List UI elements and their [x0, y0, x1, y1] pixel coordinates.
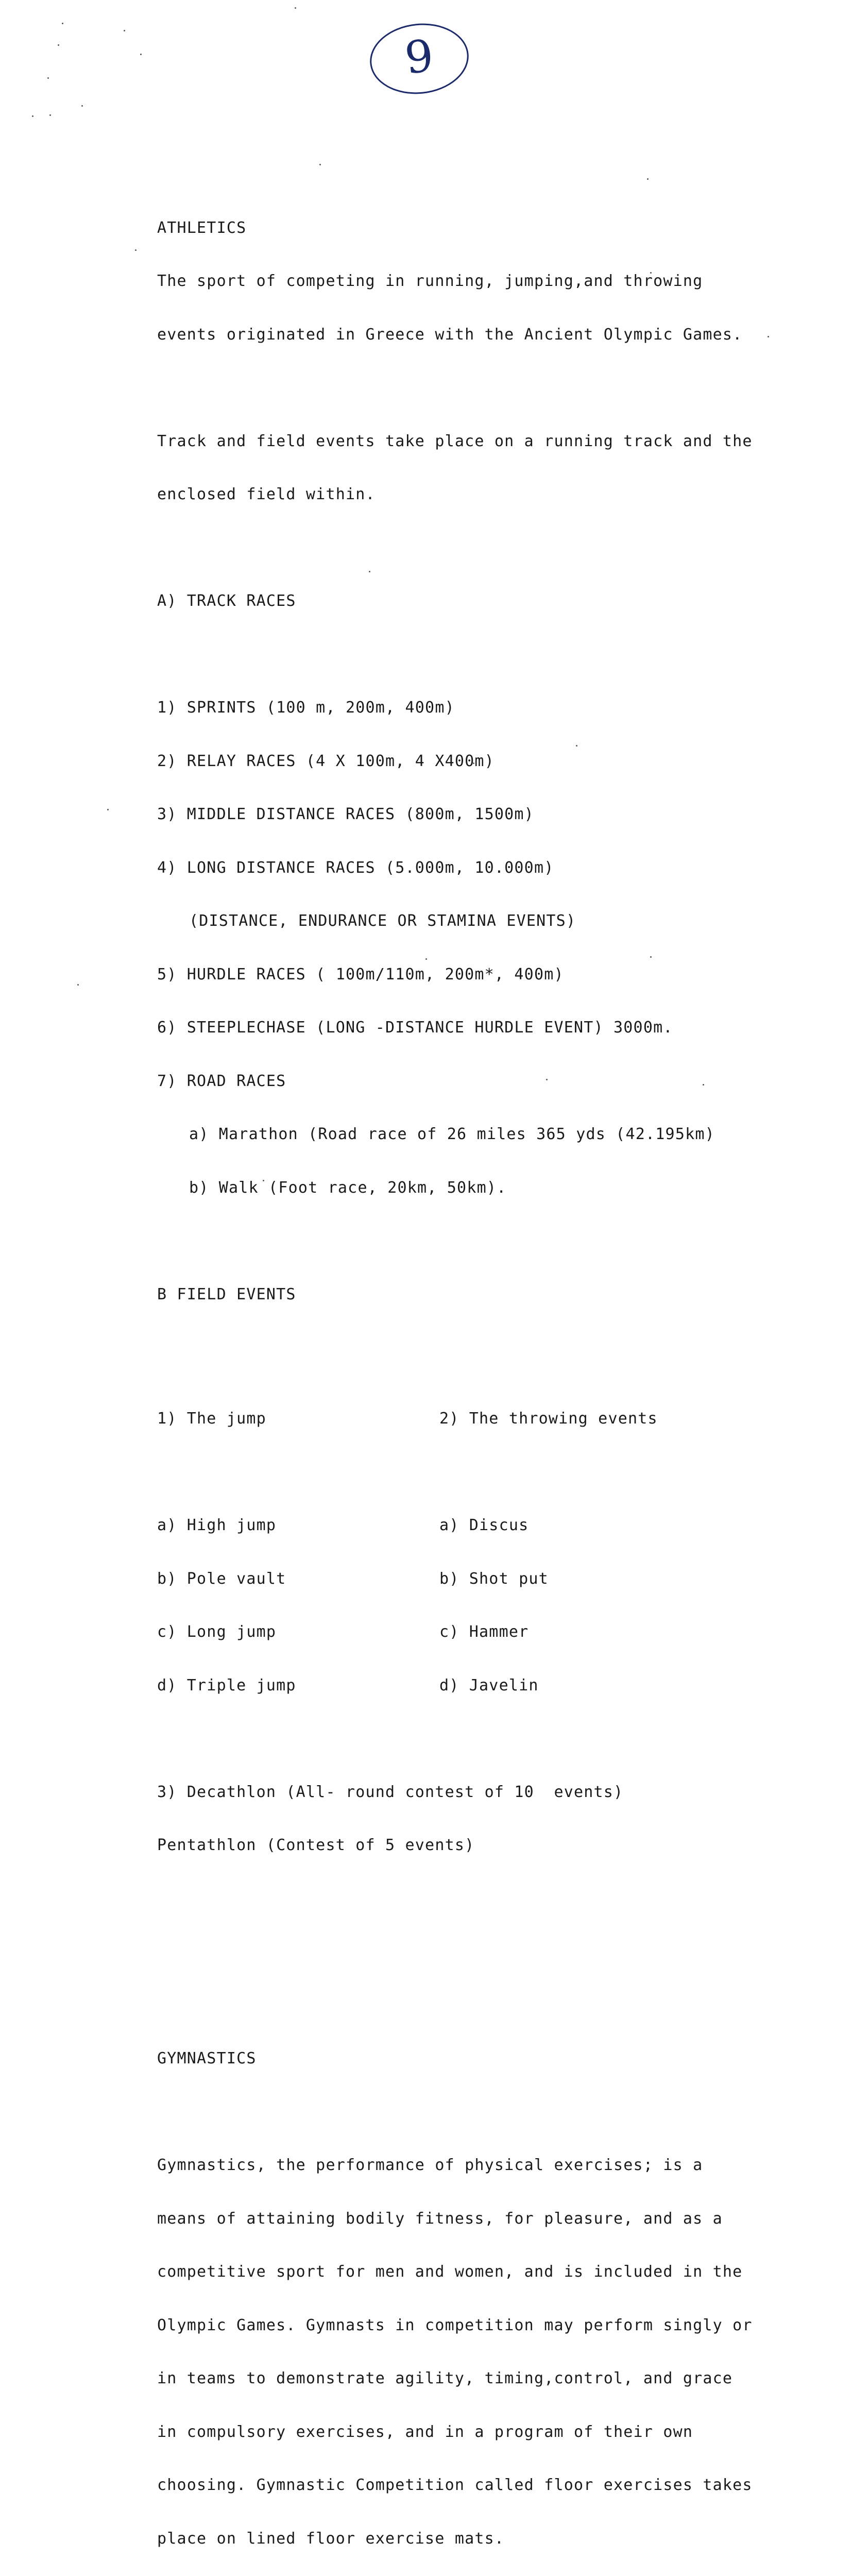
road-race-subitem: b) Walk (Foot race, 20km, 50km).: [189, 1178, 507, 1197]
throw-item: a) Discus: [439, 1516, 529, 1534]
field-columns-header: [157, 1410, 806, 1428]
throw-item: b) Shot put: [439, 1569, 549, 1588]
track-race-subnote: (DISTANCE, ENDURANCE OR STAMINA EVENTS): [189, 912, 576, 930]
gymnastics-paragraph-line: in compulsory exercises, and in a program of their own: [157, 2422, 693, 2441]
document-body: [157, 166, 806, 2576]
scan-speck: [107, 809, 109, 810]
handwritten-page-number: [366, 19, 472, 98]
gymnastics-paragraph-line: choosing. Gymnastic Competition called floor exercises takes: [157, 2476, 753, 2494]
field-row: [157, 1677, 806, 1695]
track-races-heading: A) TRACK RACES: [157, 592, 296, 610]
combined-event-line: Pentathlon (Contest of 5 events): [157, 1836, 475, 1854]
track-race-item: 2) RELAY RACES (4 X 100m, 4 X400m): [157, 752, 495, 770]
jump-item: d) Triple jump: [157, 1676, 296, 1694]
combined-event-line: 3) Decathlon (All- round contest of 10 events): [157, 1783, 624, 1801]
scan-speck: [77, 984, 79, 986]
jump-item: b) Pole vault: [157, 1569, 286, 1588]
athletics-intro-line: events originated in Greece with the Ancient Olympic Games.: [157, 325, 743, 344]
scan-speck: [47, 77, 49, 79]
track-race-item: 5) HURDLE RACES ( 100m/110m, 200m*, 400m): [157, 965, 564, 984]
track-field-line: Track and field events take place on a running track and the: [157, 432, 753, 450]
jump-item: a) High jump: [157, 1516, 277, 1534]
gymnastics-paragraph-line: Olympic Games. Gymnasts in competition may perform singly or: [157, 2316, 753, 2334]
jump-item: c) Long jump: [157, 1623, 277, 1641]
athletics-intro-line: The sport of competing in running, jumping,and throwing: [157, 272, 703, 290]
athletics-heading: ATHLETICS: [157, 218, 247, 237]
throw-heading: 2) The throwing events: [439, 1410, 658, 1428]
scan-speck: [135, 249, 137, 251]
scan-speck: [58, 44, 59, 46]
throw-item: d) Javelin: [439, 1676, 539, 1694]
field-row: [157, 1570, 806, 1588]
scan-speck: [319, 164, 321, 165]
track-race-item: 3) MIDDLE DISTANCE RACES (800m, 1500m): [157, 805, 534, 823]
scan-speck: [140, 54, 142, 55]
throw-item: c) Hammer: [439, 1623, 529, 1641]
gymnastics-paragraph-line: place on lined floor exercise mats.: [157, 2529, 505, 2548]
gymnastics-paragraph-line: in teams to demonstrate agility, timing,control, and grace: [157, 2369, 733, 2387]
field-row: [157, 1623, 806, 1641]
track-race-item: 4) LONG DISTANCE RACES (5.000m, 10.000m): [157, 858, 554, 877]
scan-speck: [81, 105, 83, 107]
scan-speck: [32, 115, 33, 117]
track-race-item: 1) SPRINTS (100 m, 200m, 400m): [157, 699, 455, 717]
gymnastics-paragraph-line: Gymnastics, the performance of physical exercises; is a: [157, 2156, 703, 2174]
scan-speck: [124, 30, 125, 31]
gymnastics-paragraph-line: means of attaining bodily fitness, for pleasure, and as a: [157, 2209, 723, 2228]
track-race-item: 6) STEEPLECHASE (LONG -DISTANCE HURDLE EVENT) 3000m.: [157, 1019, 673, 1037]
field-events-heading: B FIELD EVENTS: [157, 1285, 296, 1303]
scan-speck: [295, 7, 296, 9]
field-row: [157, 1517, 806, 1535]
scan-speck: [62, 23, 63, 24]
track-field-line: enclosed field within.: [157, 485, 376, 503]
jump-heading: 1) The jump: [157, 1410, 266, 1428]
road-race-subitem: a) Marathon (Road race of 26 miles 365 yds (42.195km): [189, 1125, 715, 1143]
track-race-item: 7) ROAD RACES: [157, 1072, 286, 1090]
gymnastics-paragraph-line: competitive sport for men and women, and is included in the: [157, 2263, 743, 2281]
page-number-text: 9: [402, 30, 436, 84]
scan-speck: [49, 114, 51, 116]
gymnastics-heading: GYMNASTICS: [157, 2049, 257, 2067]
